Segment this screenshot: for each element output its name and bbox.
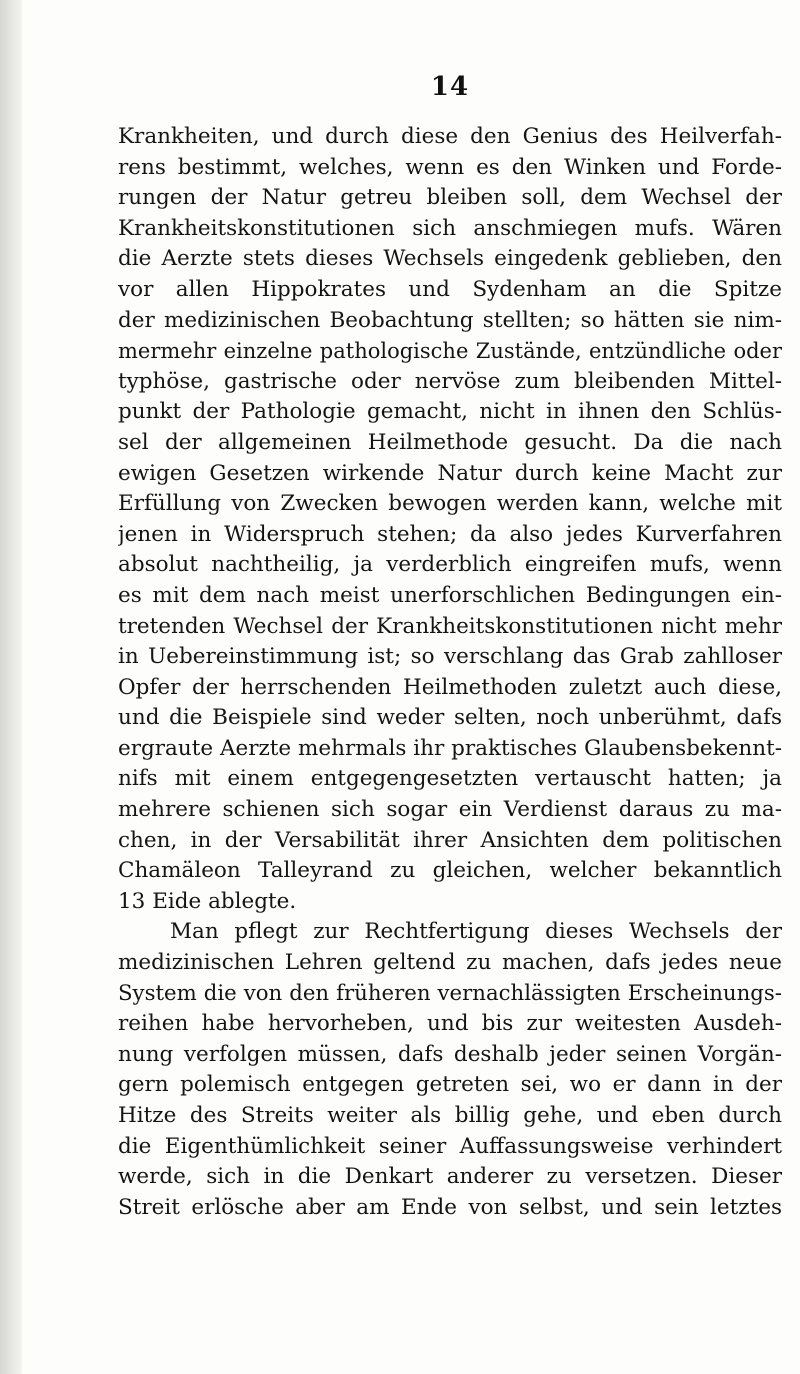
text-line: mermehr einzelne pathologische Zustände, entzündliche oder xyxy=(118,339,782,364)
text-line: tretenden Wechsel der Krankheitskonstitutionen nicht mehr xyxy=(118,613,782,639)
text-line: absolut nachtheilig, ja verderblich eingreifen mufs, wenn xyxy=(118,552,782,578)
paragraph-1 xyxy=(118,122,782,917)
text-line: ewigen Gesetzen wirkende Natur durch keine Macht zur xyxy=(118,460,782,486)
text-line: Opfer der herrschenden Heilmethoden zuletzt auch diese, xyxy=(118,674,782,700)
text-line: System die von den früheren vernachlässigten Erscheinungs- xyxy=(118,980,782,1006)
text-line: der medizinischen Beobachtung stellten; so hätten sie nim- xyxy=(118,307,782,333)
text-line: reihen habe hervorheben, und bis zur weitesten Ausdeh- xyxy=(118,1011,782,1037)
text-line: werde, sich in die Denkart anderer zu versetzen. Dieser xyxy=(118,1164,782,1190)
text-line: Streit erlösche aber am Ende von selbst, und sein letztes xyxy=(118,1194,782,1220)
text-line: und die Beispiele sind weder selten, noch unberühmt, dafs xyxy=(118,705,782,731)
text-line: Hitze des Streits weiter als billig gehe, und eben durch xyxy=(118,1103,782,1128)
text-line: jenen in Widerspruch stehen; da also jedes Kurverfahren xyxy=(118,521,782,547)
text-line: sel der allgemeinen Heilmethode gesucht. Da die nach xyxy=(118,429,782,455)
text-line: rungen der Natur getreu bleiben soll, dem Wechsel der xyxy=(118,185,782,211)
text-line: 13 Eide ablegte. xyxy=(118,888,297,914)
page-gutter-shadow xyxy=(0,0,22,1374)
text-line: es mit dem nach meist unerforschlichen Bedingungen ein- xyxy=(118,582,782,608)
text-line: in Uebereinstimmung ist; so verschlang das Grab zahlloser xyxy=(118,644,782,670)
text-line: die Aerzte stets dieses Wechsels eingedenk geblieben, den xyxy=(118,246,782,272)
text-line: nung verfolgen müssen, dafs deshalb jeder seinen Vorgän- xyxy=(118,1041,782,1067)
text-line: die Eigenthümlichkeit seiner Auffassungsweise verhindert xyxy=(118,1133,782,1159)
text-line: chen, in der Versabilität ihrer Ansichten dem politischen xyxy=(118,827,782,853)
text-line: ergraute Aerzte mehrmals ihr praktisches Glaubensbekennt- xyxy=(118,735,782,761)
text-line: punkt der Pathologie gemacht, nicht in ihnen den Schlüs- xyxy=(118,399,782,425)
text-line: rens bestimmt, welches, wenn es den Winken und Forde- xyxy=(118,154,782,180)
paragraph-2 xyxy=(118,917,782,1223)
text-line: nifs mit einem entgegengesetzten vertauscht hatten; ja xyxy=(118,766,782,792)
text-line: typhöse, gastrische oder nervöse zum bleibenden Mittel- xyxy=(118,368,782,394)
text-line: Man pflegt zur Rechtfertigung dieses Wechsels der xyxy=(170,919,782,945)
body-text xyxy=(118,122,782,1223)
text-line: mehrere schienen sich sogar ein Verdienst daraus zu ma- xyxy=(118,797,782,823)
text-line: Chamäleon Talleyrand zu gleichen, welcher bekanntlich xyxy=(118,858,782,884)
text-line: Krankheitskonstitutionen sich anschmiegen mufs. Wären xyxy=(118,215,782,241)
page-number: 14 xyxy=(430,72,470,102)
text-line: medizinischen Lehren geltend zu machen, dafs jedes neue xyxy=(118,950,782,976)
text-line: Erfüllung von Zwecken bewogen werden kann, welche mit xyxy=(118,491,782,517)
text-line: gern polemisch entgegen getreten sei, wo er dann in der xyxy=(118,1072,782,1098)
text-line: vor allen Hippokrates und Sydenham an die Spitze xyxy=(118,276,782,302)
text-line: Krankheiten, und durch diese den Genius des Heilverfah- xyxy=(118,124,782,149)
